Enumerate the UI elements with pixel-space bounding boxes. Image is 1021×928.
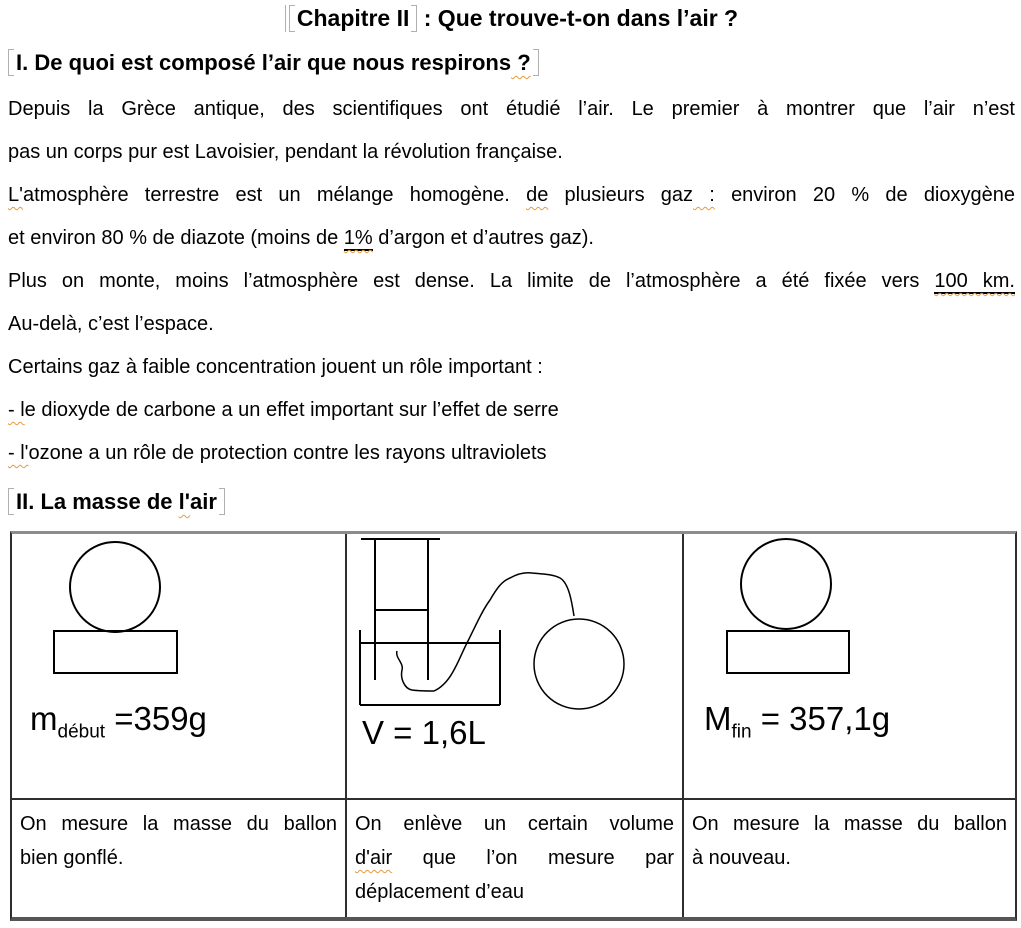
- caption-line: à nouveau.: [692, 847, 791, 869]
- balloon-on-scale-diagram-end: [684, 534, 1015, 798]
- heading1-text: I. De quoi est composé l’air que nous respirons: [16, 50, 512, 75]
- misspelled-word: l': [178, 489, 190, 514]
- bookmark-bracket-close-icon: [219, 488, 225, 515]
- misspelled-word: - l': [8, 442, 29, 464]
- mass-end-label: $M_{fin} = 357,1g$: [704, 700, 891, 743]
- para2-line2: et environ 80 % de diazote (moins de 1% d’argon et d’autres gaz).: [8, 227, 594, 249]
- caption-line: On mesure la masse du ballon: [20, 813, 337, 835]
- underlined-value: 1%: [343, 227, 373, 249]
- table-cell-step2-diagram: [345, 534, 682, 798]
- field-marker-icon: [285, 5, 288, 32]
- caption-line: d'air que l’on mesure par: [355, 847, 674, 869]
- table-cell-step3-diagram: [682, 534, 1015, 798]
- bookmark-bracket-open-icon: [8, 49, 14, 76]
- para3-line2: Au-delà, c’est l’espace.: [8, 313, 214, 335]
- para3-line1: Plus on monte, moins l’atmosphère est dense. La limite de l’atmosphère a été fixée vers 100 km.: [8, 270, 1015, 292]
- caption-line: déplacement d’eau: [355, 881, 525, 903]
- section-heading-1: [8, 48, 1015, 78]
- misspelled-word: de: [526, 184, 549, 206]
- misspelled-word: - l: [8, 399, 25, 421]
- bookmark-bracket-close-icon: [533, 49, 539, 76]
- scale-icon: [727, 631, 849, 673]
- misspelled-word: :: [693, 184, 715, 206]
- section-heading-2: II. La masse de l'air: [8, 487, 1015, 517]
- para1-line1: Depuis la Grèce antique, des scientifiques ont étudié l’air. Le premier à montrer que l’air n’est: [8, 98, 1015, 120]
- misspelled-word: d'air: [355, 847, 393, 869]
- balloon-icon: [534, 619, 624, 709]
- balloon-on-scale-diagram-start: [12, 534, 345, 798]
- body-text: [8, 88, 1015, 475]
- para1-line2: pas un corps pur est Lavoisier, pendant la révolution française.: [8, 141, 563, 163]
- title-text: : Que trouve-t-on dans l’air ?: [417, 5, 739, 31]
- table-cell-step2-caption: [345, 798, 682, 917]
- caption-line: On enlève un certain volume: [355, 813, 674, 835]
- balloon-icon: [741, 539, 831, 629]
- balloon-icon: [70, 542, 160, 632]
- page-title: [8, 2, 1015, 34]
- heading1-question-mark: ?: [511, 50, 531, 75]
- bullet2-line: - l'ozone a un rôle de protection contre les rayons ultraviolets: [8, 442, 547, 464]
- misspelled-word: L': [8, 184, 23, 206]
- water-displacement-diagram: [347, 534, 682, 798]
- title-field-text: Chapitre II: [296, 5, 410, 31]
- bullet1-line: - le dioxyde de carbone a un effet important sur l’effet de serre: [8, 399, 559, 421]
- scale-icon: [54, 631, 177, 673]
- experiment-table: [10, 531, 1017, 921]
- table-cell-step3-caption: [682, 798, 1015, 917]
- mass-start-label: $m_{début} =359g$: [30, 700, 207, 743]
- caption-line: On mesure la masse du ballon: [692, 813, 1007, 835]
- para4-line1: Certains gaz à faible concentration jouent un rôle important :: [8, 356, 543, 378]
- bookmark-bracket-open-icon: [8, 488, 14, 515]
- caption-line: bien gonflé.: [20, 847, 124, 869]
- para2-line1: L'atmosphère terrestre est un mélange homogène. de plusieurs gaz : environ 20 % de dioxygène: [8, 184, 1015, 206]
- volume-label: V = 1,6L: [362, 714, 486, 751]
- underlined-value: 100 km.: [934, 270, 1015, 292]
- field-bracket-open-icon: [289, 5, 295, 32]
- table-cell-step1-diagram: [12, 534, 345, 798]
- table-cell-step1-caption: [12, 798, 345, 917]
